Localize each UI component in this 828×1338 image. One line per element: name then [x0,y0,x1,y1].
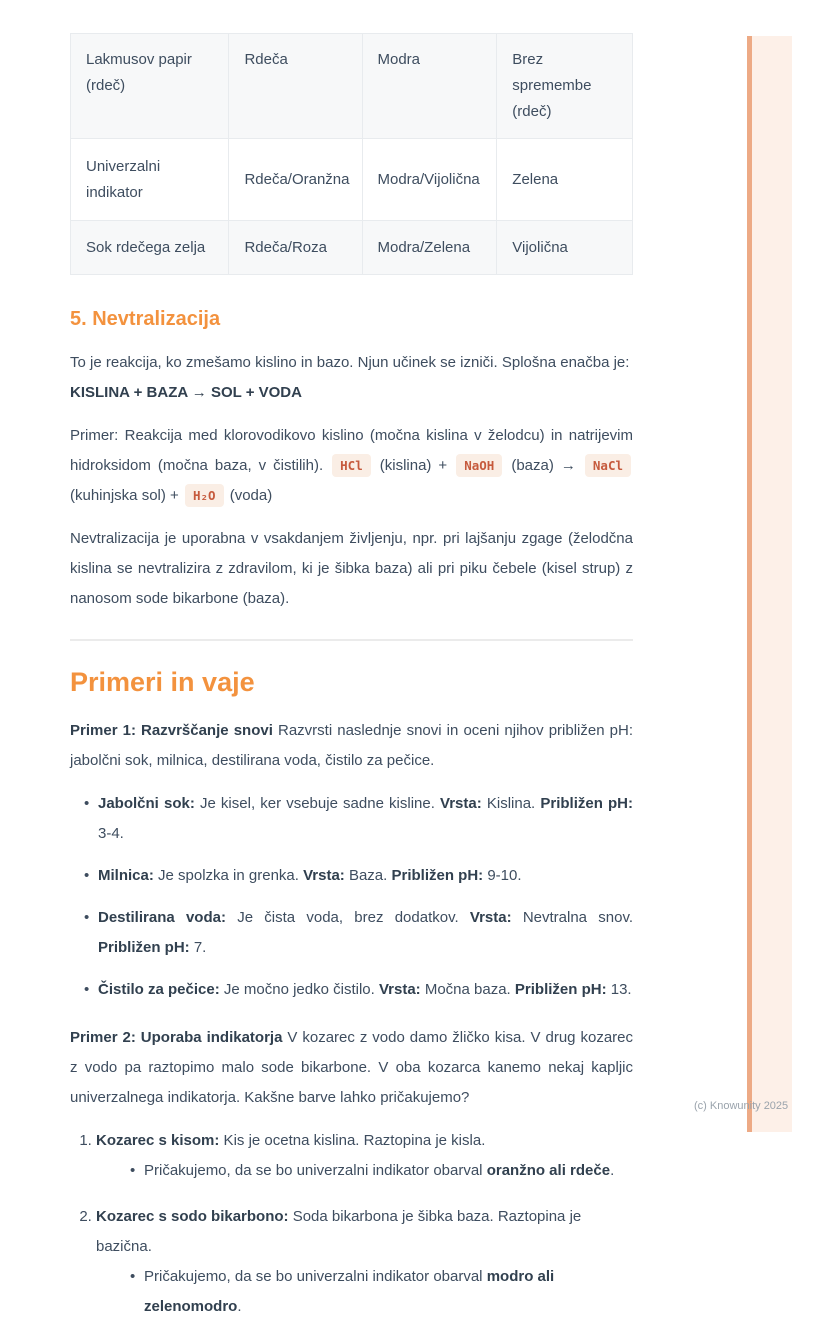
list-item: • Pričakujemo, da se bo univerzalni indikator obarval modro ali zelenomodro. [130,1262,633,1322]
primer2-steps [70,1126,633,1322]
chemical-formula-badge: H₂O [185,484,224,507]
section-heading-nevtralizacija: 5. Nevtralizacija [70,308,221,330]
document-content [70,33,633,1338]
section-heading-primeri-in-vaje: Primeri in vaje [70,667,255,697]
table-row [71,139,633,221]
chemical-formula-badge: NaCl [585,454,631,477]
table-cell: Vijolična [497,221,633,275]
chemical-formula-badge: NaOH [456,454,502,477]
step-label: Kozarec s kisom: Kis je ocetna kislina. Raztopina je kisla. [96,1132,486,1149]
chemical-formula-badge: HCl [332,454,371,477]
table-cell: Rdeča [229,34,362,139]
step-sublist [96,1262,633,1322]
table-cell: Zelena [497,139,633,221]
step-sublist [96,1156,633,1186]
indicator-table [70,33,633,275]
primer1-list [70,789,633,1005]
table-cell: Univerzalni indikator [71,139,229,221]
list-item: • Milnica: Je spolzka in grenka. Vrsta: Baza. Približen pH: 9-10. [84,861,633,891]
table-cell: Rdeča/Roza [229,221,362,275]
paragraph-primer1-intro: Primer 1: Razvrščanje snovi Razvrsti naslednje snovi in oceni njihov približen pH: jabolčni sok, milnica, destilirana voda, čistilo za pečice. [70,722,633,769]
intro-text: To je reakcija, ko zmešamo kislino in bazo. Njun učinek se izniči. Splošna enačba je: [70,354,630,371]
list-item: • Destilirana voda: Je čista voda, brez dodatkov. Vrsta: Nevtralna snov. Približen pH: 7. [84,903,633,963]
paragraph-neutralization-example: Primer: Reakcija med klorovodikovo kislino (močna kislina v želodcu) in natrijevim hidroksidom (močna baza, v čistilih). HCl (kislina) + NaOH (baza) → NaCl (kuhinjska sol) + H₂O (voda) [70,421,633,511]
paragraph-neutralization-usage: Nevtralizacija je uporabna v vsakdanjem življenju, npr. pri lajšanju zgage (želodčna kislina se nevtralizira z zdravilom, ki je šibka baza) ali pri piku čebele (kisel strup) z nanosom sode bikarbone (baza). [70,530,633,607]
table-cell: Modra/Zelena [362,221,497,275]
watermark: (c) Knowunity 2025 [694,1100,789,1112]
list-item: • Pričakujemo, da se bo univerzalni indikator obarval oranžno ali rdeče. [130,1156,633,1186]
paragraph-neutralization-intro [70,348,633,408]
table-cell: Brez spremembe (rdeč) [497,34,633,139]
table-cell: Modra/Vijolična [362,139,497,221]
list-item: • Jabolčni sok: Je kisel, ker vsebuje sadne kisline. Vrsta: Kislina. Približen pH: 3-4. [84,789,633,849]
list-item [96,1202,633,1322]
list-item [96,1126,633,1186]
table-row [71,221,633,275]
equation-text: KISLINA + BAZA → SOL + VODA [70,384,302,401]
table-row [71,34,633,139]
table-cell: Modra [362,34,497,139]
table-cell: Lakmusov papir (rdeč) [71,34,229,139]
paragraph-primer2-intro: Primer 2: Uporaba indikatorja V kozarec z vodo damo žličko kisa. V drug kozarec z vodo pa raztopimo malo sode bikarbone. V oba kozarca kanemo nekaj kapljic univerzalnega indikatorja. Kakšne barve lahko pričakujemo? [70,1029,633,1106]
table-cell: Sok rdečega zelja [71,221,229,275]
page-edge-decoration [747,36,792,1132]
list-item: • Čistilo za pečice: Je močno jedko čistilo. Vrsta: Močna baza. Približen pH: 13. [84,975,633,1005]
step-label: Kozarec s sodo bikarbono: Soda bikarbona je šibka baza. Raztopina je bazična. [96,1208,582,1255]
table-cell: Rdeča/Oranžna [229,139,362,221]
section-divider [70,639,633,641]
